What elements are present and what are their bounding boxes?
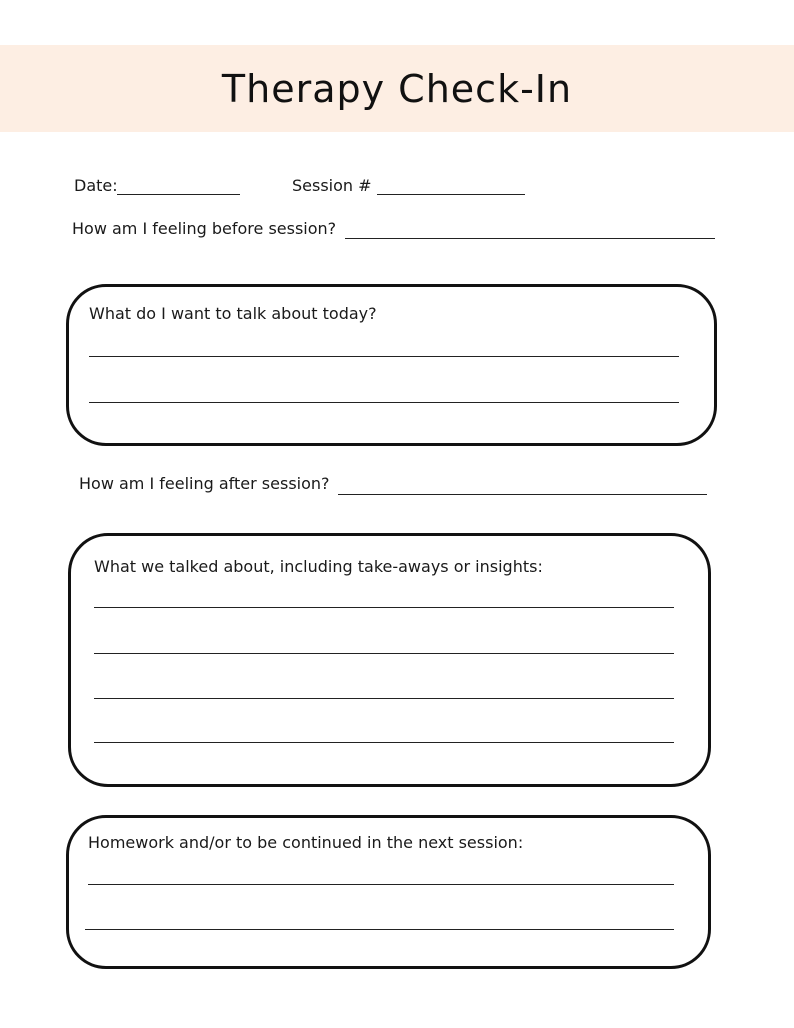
talked-about-line-4[interactable]	[94, 742, 674, 743]
session-number-field[interactable]	[377, 194, 525, 195]
date-label: Date:	[74, 176, 118, 195]
session-number-label: Session #	[292, 176, 372, 195]
homework-label: Homework and/or to be continued in the next session:	[88, 833, 524, 852]
talk-today-line-2[interactable]	[89, 402, 679, 403]
feeling-after-field[interactable]	[338, 494, 707, 495]
feeling-before-label: How am I feeling before session?	[72, 219, 337, 238]
talked-about-line-2[interactable]	[94, 653, 674, 654]
date-field[interactable]	[117, 194, 240, 195]
talked-about-label: What we talked about, including take-aways or insights:	[94, 557, 543, 576]
page-title: Therapy Check-In	[221, 67, 573, 111]
homework-line-2[interactable]	[85, 929, 674, 930]
homework-line-1[interactable]	[88, 884, 674, 885]
feeling-before-field[interactable]	[345, 238, 715, 239]
talk-today-line-1[interactable]	[89, 356, 679, 357]
talked-about-line-3[interactable]	[94, 698, 674, 699]
feeling-after-label: How am I feeling after session?	[79, 474, 330, 493]
talked-about-line-1[interactable]	[94, 607, 674, 608]
talk-today-label: What do I want to talk about today?	[89, 304, 377, 323]
